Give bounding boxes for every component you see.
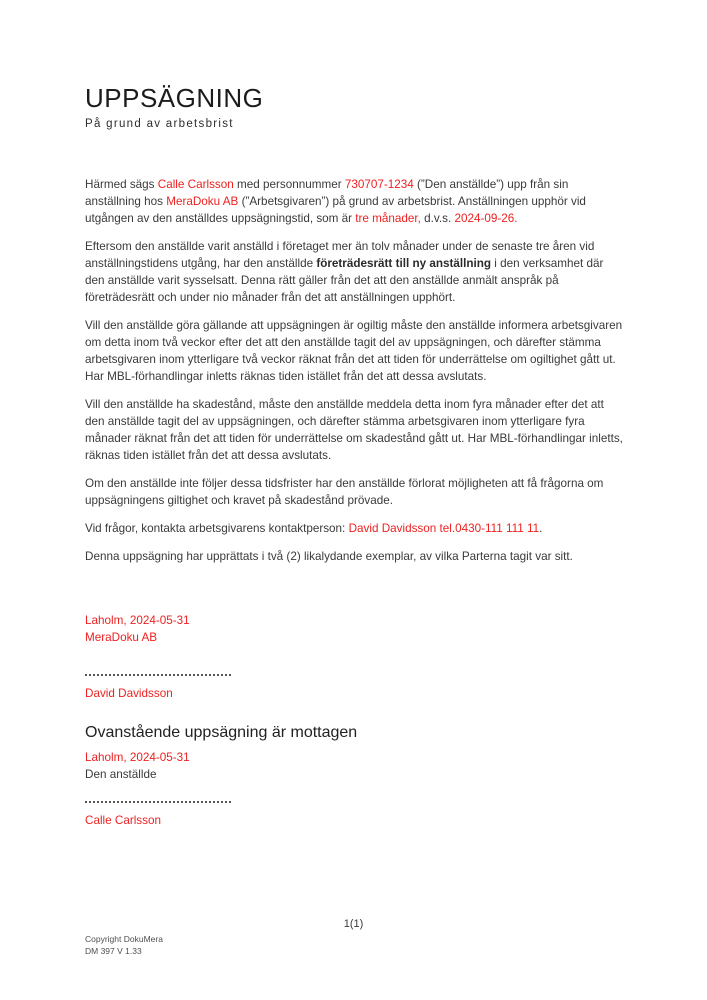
body-paragraph-intro: Härmed sägs Calle Carlsson med personnummer 730707-1234 (”Den anställde”) upp från sin anställning hos MeraDoku AB (”Arbetsgivaren”) på grund av arbetsbrist. Anställningen upphör vid utgången av den anställdes uppsägningstid, som är tre månader, d.v.s. 2024-09-26.	[85, 177, 586, 225]
body-paragraph-damages: Vill den anställde ha skadestånd, måste den anställde meddela detta inom fyra månader efter det att den anställde tagit del av uppsägningen, och därefter stämma arbetsgivaren inom ytterligare fyra månader räknat från det att tiden för underrättelse om skadestånd gått ut. Har MBL-förhandlingar inletts, räknas tiden istället från det att dessa avslutats.	[85, 397, 623, 462]
page-number: 1(1)	[343, 918, 364, 930]
received-heading: Ovanstående uppsägning är mottagen	[85, 724, 358, 741]
employee-signature-line	[85, 801, 231, 803]
body-paragraph-invalidity: Vill den anställde göra gällande att uppsägningen är ogiltig måste den anställde informera arbetsgivaren om detta inom två veckor efter det att den anställde tagit del av uppsägningen, och därefter stämma arbetsgivaren inom ytterligare två veckor räknat från det att tiden för underrättelse om ogiltighet gått ut. Har MBL-förhandlingar inletts räknas tiden istället från det att dessa avslutats.	[85, 318, 623, 383]
employer-signature-block	[85, 612, 231, 702]
employee-role-label: Den anställde	[85, 768, 157, 781]
document-header	[85, 84, 625, 130]
body-paragraph-priority-right: Eftersom den anställde varit anställd i företaget mer än tolv månader under de senaste tre åren vid anställningstidens utgång, har den anställde företrädesrätt till ny anställning i den verksamhet där den anställde varit sysselsatt. Denna rätt gäller från det att den anställde anmält anspråk på företrädesrätt och under nio månader från det att anställningen upphört.	[85, 239, 604, 304]
document-title: UPPSÄGNING	[85, 83, 264, 113]
copyright-text: Copyright DokuMera	[85, 934, 163, 944]
document-version: DM 397 V 1.33	[85, 945, 142, 956]
employer-signer-name: David Davidsson	[85, 687, 173, 700]
employee-place-date: Laholm, 2024-05-31	[85, 751, 190, 764]
document-body	[85, 176, 625, 565]
document-subtitle: På grund av arbetsbrist	[85, 117, 234, 130]
employer-company-name: MeraDoku AB	[85, 631, 158, 644]
document-content	[85, 84, 625, 576]
received-section	[85, 722, 357, 829]
footer-copyright-block	[85, 934, 163, 957]
body-paragraph-contact: Vid frågor, kontakta arbetsgivarens kontaktperson: David Davidsson tel.0430-111 111 11.	[85, 521, 543, 535]
body-paragraph-copies: Denna uppsägning har upprättats i två (2) likalydande exemplar, av vilka Parterna tagit var sitt.	[85, 549, 573, 563]
body-paragraph-deadlines: Om den anställde inte följer dessa tidsfrister har den anställde förlorat möjligheten att få frågorna om uppsägningens giltighet och kravet på skadestånd prövade.	[85, 476, 604, 507]
employer-place-date: Laholm, 2024-05-31	[85, 614, 190, 627]
employee-signer-name: Calle Carlsson	[85, 814, 161, 827]
employer-signature-line	[85, 674, 231, 676]
